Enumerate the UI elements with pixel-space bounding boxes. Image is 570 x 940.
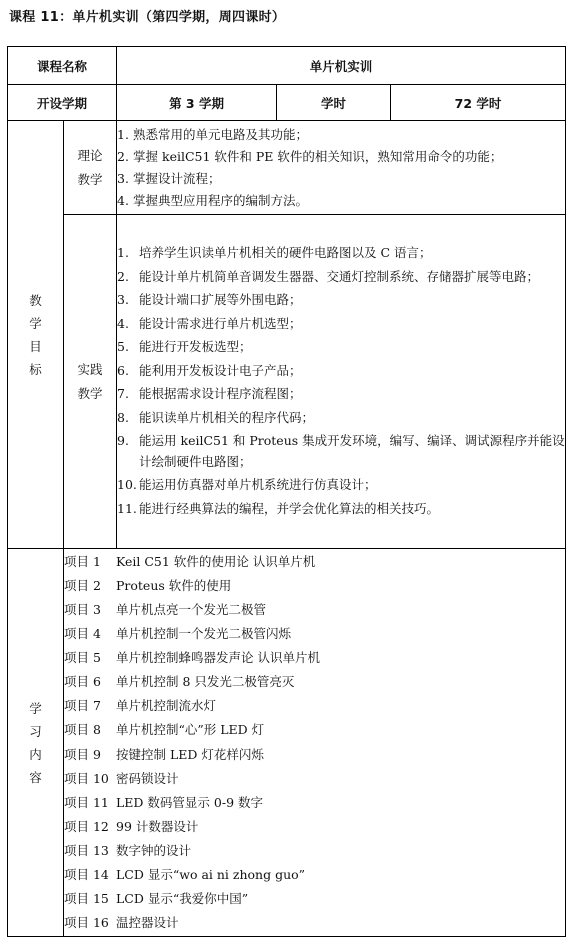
list-item: 4. 掌握典型应用程序的编制方法。 <box>117 192 309 208</box>
project-item: 项目 12 99 计数器设计 <box>64 818 199 834</box>
practice-label: 实践 教学 <box>64 215 117 549</box>
project-item: 项目 7 单片机控制流水灯 <box>64 698 217 714</box>
list-item: 8. 能识读单片机相关的程序代码； <box>117 409 315 425</box>
list-item: 3. 能设计端口扩展等外围电路； <box>117 292 302 307</box>
project-item: 项目 1 Keil C51 软件的使用论 认识单片机 <box>64 553 316 569</box>
list-item: 1. 熟悉常用的单元电路及其功能； <box>117 126 309 142</box>
practice-items <box>117 215 566 549</box>
course-name-label: 课程名称 <box>8 47 117 85</box>
list-item: 2. 掌握 keilC51 软件和 PE 软件的相关知识，熟知常用命令的功能； <box>117 148 503 164</box>
project-item: 项目 14 LCD 显示“wo ai ni zhong guo” <box>64 866 306 882</box>
list-item: 7. 能根据需求设计程序流程图； <box>117 386 302 401</box>
list-item: 11. 能进行经典算法的编程，并学会优化算法的相关技巧。 <box>117 500 440 516</box>
list-item: 3. 掌握设计流程； <box>117 170 221 186</box>
content-label: 学 习 内 容 <box>8 549 64 937</box>
project-item: 项目 16 温控器设计 <box>64 915 179 931</box>
project-item: 项目 4 单片机控制一个发光二极管闪烁 <box>64 626 292 642</box>
project-item: 项目 6 单片机控制 8 只发光二极管亮灭 <box>64 674 295 690</box>
project-item: 项目 2 Proteus 软件的使用 <box>64 577 232 593</box>
document-heading: 课程 11：单片机实训（第四学期，周四课时） <box>9 10 286 25</box>
theory-items <box>117 121 566 215</box>
project-item: 项目 13 数字钟的设计 <box>64 842 192 858</box>
list-item: 10. 能运用仿真器对单片机系统进行仿真设计； <box>117 477 377 492</box>
course-table <box>7 46 566 937</box>
semester-value: 第 3 学期 <box>117 85 277 121</box>
course-name-value: 单片机实训 <box>117 47 566 85</box>
project-item: 项目 9 按键控制 LED 灯花样闪烁 <box>64 746 264 762</box>
project-item: 项目 10 密码锁设计 <box>64 770 179 786</box>
row-content <box>8 549 566 937</box>
project-item: 项目 15 LCD 显示“我爱你中国” <box>64 891 249 907</box>
row-practice <box>8 215 566 549</box>
list-item: 2. 能设计单片机简单音调发生器器、交通灯控制系统、存储器扩展等电路； <box>117 268 540 284</box>
list-item: 4. 能设计需求进行单片机选型； <box>117 315 302 331</box>
project-list <box>64 549 566 937</box>
row-theory <box>8 121 566 215</box>
project-item: 项目 11 LED 数码管显示 0-9 数字 <box>64 794 263 810</box>
objectives-label: 教 学 目 标 <box>8 121 64 549</box>
project-item: 项目 5 单片机控制蜂鸣器发声论 认识单片机 <box>64 650 320 666</box>
list-item: 9. 能运用 keilC51 和 Proteus 集成开发环境，编写、编译、调试源程序并能设计绘制硬件电路图； <box>117 433 565 469</box>
row-semester <box>8 85 566 121</box>
list-item: 1. 培养学生识读单片机相关的硬件电路图以及 C 语言； <box>117 245 432 260</box>
row-course-name <box>8 47 566 85</box>
project-item: 项目 8 单片机控制“心”形 LED 灯 <box>64 722 265 738</box>
semester-label: 开设学期 <box>8 85 117 121</box>
hours-value: 72 学时 <box>391 85 566 121</box>
project-item: 项目 3 单片机点亮一个发光二极管 <box>64 601 267 617</box>
list-item: 6. 能利用开发板设计电子产品； <box>117 362 302 378</box>
theory-label: 理论 教学 <box>64 121 117 215</box>
list-item: 5. 能进行开发板选型； <box>117 339 252 354</box>
hours-label: 学时 <box>277 85 391 121</box>
